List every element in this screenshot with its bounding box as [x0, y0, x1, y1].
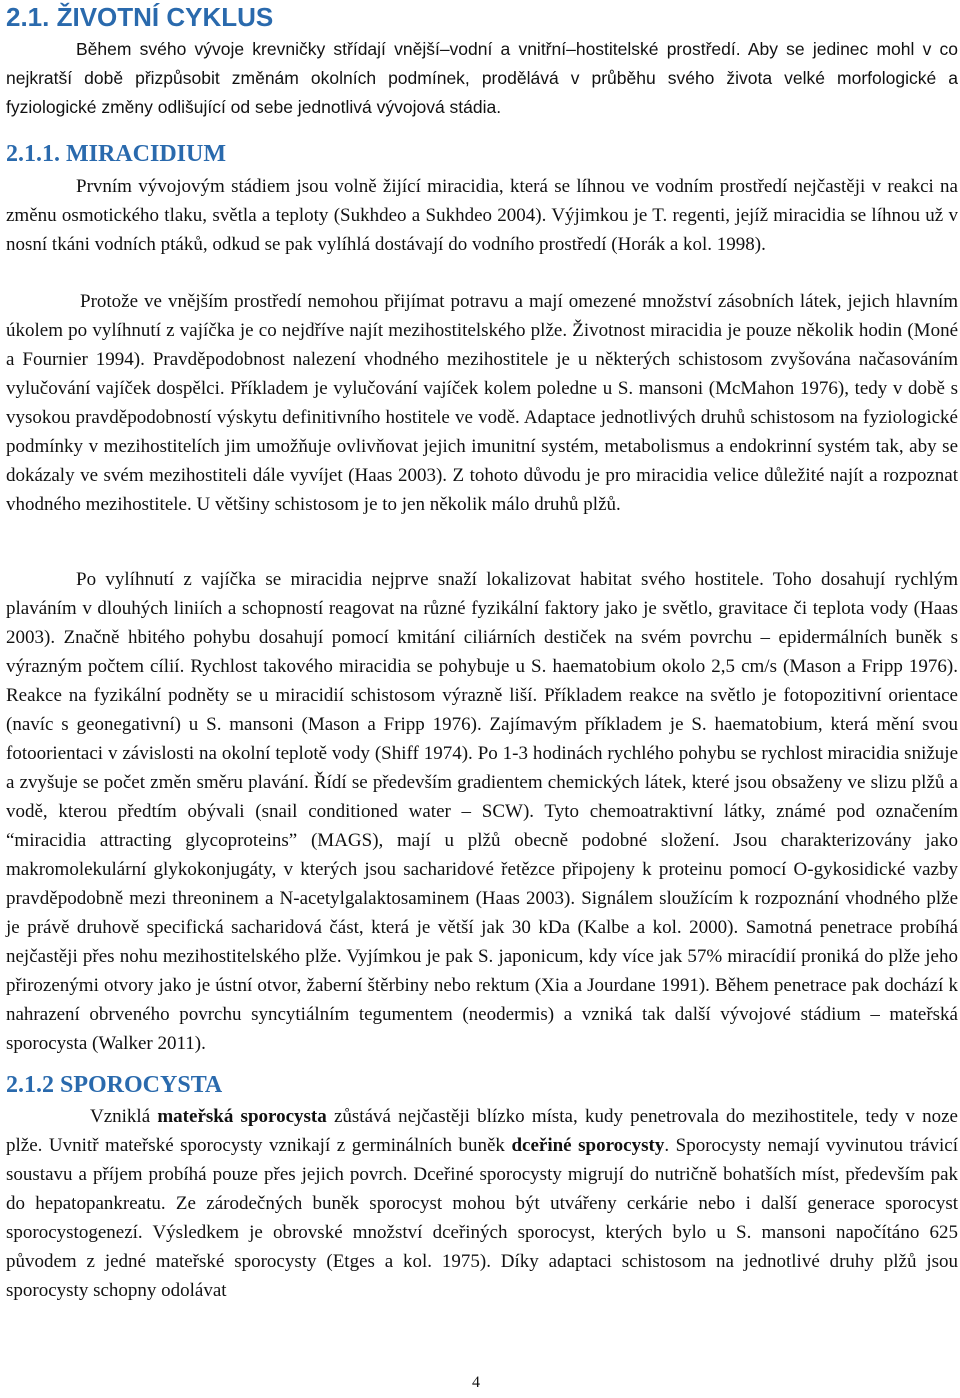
page-number: 4 [472, 1374, 480, 1391]
miracidium-paragraph-2: Protože ve vnějším prostředí nemohou přijímat potravu a mají omezené množství zásobních látek, jejich hlavním úkolem po vylíhnutí z vajíčka je co nejdříve najít mezihostitelského plže. Životnost miracidia je pouze několik hodin (Moné a Fournier 1994). Pravděpodobnost nalezení vhodného mezihostitele je u některých schistosom zvyšována načasováním vylučování vajíček dospělci. Příkladem je vylučování vajíček kolem poledne u S. mansoni (McMahon 1976), tedy v době s vysokou pravděpodobností výskytu definitivního hostitele ve vodě. Adaptace jednotlivých druhů schistosom na fyziologické podmínky v mezihostitelích jim umožňuje ovlivňovat jejich imunitní systém, metabolismus a endokrinní systém tak, aby se dokázaly ve svém mezihostiteli dále vyvíjet (Haas 2003). Z tohoto důvodu je pro miracidia velice důležité najít a rozpoznat vhodného mezihostitele. U většiny schistosom je to jen několik málo druhů plžů. [6, 291, 958, 515]
section-heading: 2.1. ŽIVOTNÍ CYKLUS [6, 2, 274, 32]
miracidium-paragraph-3: Po vylíhnutí z vajíčka se miracidia nejprve snaží lokalizovat habitat svého hostitele. Toho dosahují rychlým plaváním v dlouhých liniích a schopností reagovat na různé fyzikální faktory jako je světlo, gravitace či teplota vody (Haas 2003). Značně hbitého pohybu dosahují pomocí kmitání ciliárních destiček na svém povrchu – epidermálních buněk s výrazným počtem cílií. Rychlost takového miracidia se pohybuje u S. haematobium okolo 2,5 cm/s (Mason a Fripp 1976). Reakce na fyzikální podněty se u miracidií schistosom výrazně liší. Příkladem reakce na světlo je fotopozitivní orientace (navíc s geonegativní) u S. mansoni (Mason a Fripp 1976). Zajímavým příkladem je S. haematobium, která mění svou fotoorientaci v závislosti na okolní teplotě vody (Shiff 1974). Po 1-3 hodinách rychlého pohybu se rychlost miracidia snižuje a zvyšuje se počet změn směru plavání. Řídí se především gradientem chemických látek, které jsou obsaženy ve slizu plžů a vodě, kterou předtím obývali (snail conditioned water – SCW). Tyto chemoatraktivní látky, známé pod označením “miracidia attracting glycoproteins” (MAGS), mají u plžů obecně podobné složení. Jsou charakterizovány jako makromolekulární glykokonjugáty, v kterých jsou sacharidové řetězce připojeny k proteinu pomocí O-gykosidické vazby pravděpodobně mezi threoninem a N-acetylgalaktosaminem (Haas 2003). Signálem sloužícím k rozpoznání vhodného plže je právě druhově specifická sacharidová část, která je větší jak 30 kDa (Kalbe a kol. 2000). Samotná penetrace probíhá nejčastěji přes nohu mezihostitelského plže. Vyjímkou je pak S. japonicum, kdy více jak 57% miracídií proniká do plže jeho přirozenými otvory jako je ústní otvor, žaberní štěrbiny nebo rektum (Xia a Jourdane 1991). Během penetrace pak dochází k nahrazení obrveného povrchu syncytiálním tegumentem (neodermis) a vzniká tak další vývojové stádium – mateřská sporocysta (Walker 2011). [6, 569, 958, 1054]
sporocysta-heading: 2.1.2 SPOROCYSTA [6, 1072, 223, 1098]
sporocysta-text-a: Vzniklá [90, 1106, 158, 1127]
sporocysta-text-e: . Sporocysty nemají vyvinutou trávicí soustavu a příjem probíhá pouze přes jejich povrch. Dceřiné sporocysty migrují do nutričně bohatších míst, především pak do hepatopankreatu. Ze zárodečných buněk sporocyst mohou být utvářeny cerkárie nebo i další generace sporocyst sporocystogenezí. Výsledkem je obrovské množství dceřiných sporocyst, kterých bylo u S. mansoni napočítáno 625 původem z jedné mateřské sporocysty (Etges a kol. 1975). Díky adaptaci schistosom na jednotlivé druhy plžů jsou sporocysty schopny odolávat [6, 1135, 958, 1301]
sporocysta-term-daughter: dceřiné sporocysty [511, 1135, 665, 1156]
sporocysta-paragraph-1 [6, 1102, 958, 1305]
intro-paragraph: Během svého vývoje krevničky střídají vnější–vodní a vnitřní–hostitelské prostředí. Aby se jedinec mohl v co nejkratší době přizpůsobit změnám okolních podmínek, prodělává v průběhu svého života velké morfologické a fyziologické změny odlišující od sebe jednotlivá vývojová stádia. [6, 39, 958, 117]
sporocysta-term-maternal: mateřská sporocysta [157, 1106, 327, 1127]
miracidium-heading: 2.1.1. MIRACIDIUM [6, 141, 226, 167]
sporocysta-text-c: zůstává nejčastěji blízko místa, kudy penetrovala do mezihostitele, tedy v noze plže. Uvnitř mateřské sporocysty vznikají z germinálních buněk [6, 1106, 958, 1156]
miracidium-paragraph-1: Prvním vývojovým stádiem jsou volně žijící miracidia, která se líhnou ve vodním prostředí nejčastěji v reakci na změnu osmotického tlaku, světla a teploty (Sukhdeo a Sukhdeo 2004). Výjimkou je T. regenti, jejíž miracidia se líhnou už v nosní tkáni vodních ptáků, odkud se pak vylíhlá dostávají do vodního prostředí (Horák a kol. 1998). [6, 176, 958, 255]
